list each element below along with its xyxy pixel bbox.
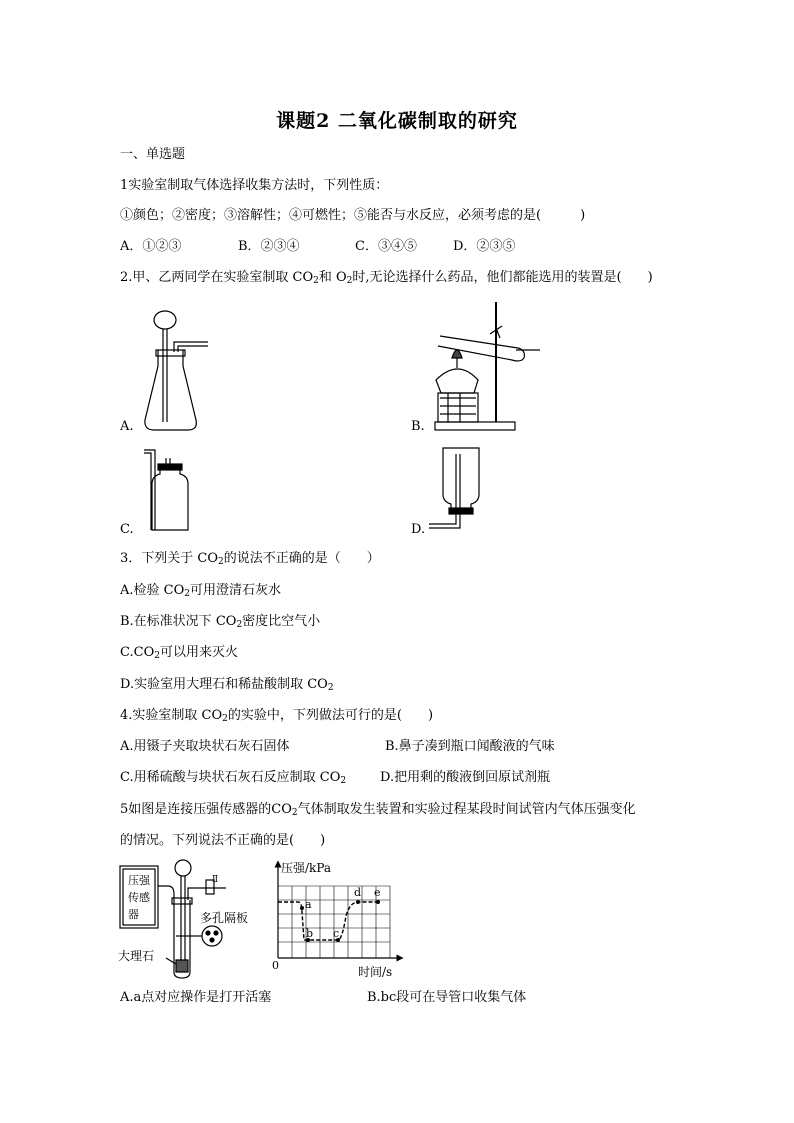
downward-air-collection-bottle-figure <box>425 444 495 536</box>
q2-option-c-label: C. <box>120 522 134 537</box>
subscript: 2 <box>340 776 347 786</box>
q2-option-d-label: D. <box>411 522 426 537</box>
q5-stem-part-2: 气体制取发生装置和实验过程某段时间试管内气体压强变化 <box>297 802 636 817</box>
sensor-label-line-2: 传感 <box>128 891 150 904</box>
point-a <box>300 906 304 910</box>
subscript: 2 <box>154 651 160 661</box>
q2-stem <box>120 270 653 286</box>
sensor-label-line-1: 压强 <box>128 874 150 887</box>
q3-option-a-part-1: A.检验 CO <box>120 583 185 598</box>
subscript: 2 <box>346 276 353 286</box>
point-b-label: b <box>306 927 314 940</box>
subscript: 2 <box>218 557 224 567</box>
q3-option-d <box>120 677 334 693</box>
q3-option-c-part-2: 可以用来灭火 <box>159 645 238 660</box>
q5-option-a: A.a点对应操作是打开活塞 <box>120 990 272 1005</box>
subscript: 2 <box>184 589 190 599</box>
q5-option-b: B.bc段可在导管口收集气体 <box>367 990 527 1005</box>
section-heading: 一、单选题 <box>120 147 186 162</box>
q4-stem-part-2: 的实验中，下列做法可行的是( ) <box>227 708 434 723</box>
q1-option-c: C．③④⑤ <box>355 239 417 254</box>
erlenmeyer-flask-apparatus-figure <box>138 302 218 438</box>
q1-stem: 1实验室制取气体选择收集方法时，下列性质： <box>120 178 389 193</box>
q5-stem-line-1 <box>120 802 636 818</box>
q5-stem-part-1: 5如图是连接压强传感器的CO <box>120 802 292 817</box>
q3-stem <box>120 551 380 567</box>
marble-label: 大理石 <box>118 949 155 963</box>
q1-option-a: A．①②③ <box>120 239 182 254</box>
q3-option-b-part-1: B.在标准状况下 CO <box>120 614 237 629</box>
subscript: 2 <box>291 808 298 818</box>
upward-air-collection-bottle-figure <box>140 444 200 536</box>
subscript: 2 <box>222 714 228 724</box>
pressure-curve <box>278 902 380 940</box>
point-c-label: c <box>333 927 340 940</box>
q2-option-b-label: B. <box>411 419 425 434</box>
test-tube-heating-apparatus-figure <box>430 298 546 434</box>
q4-option-a: A.用镊子夹取块状石灰石固体 <box>120 739 290 754</box>
point-d <box>356 900 360 904</box>
point-e <box>376 900 380 904</box>
subscript: 2 <box>313 276 319 286</box>
q1-option-d: D．②③⑤ <box>453 239 516 254</box>
point-e-label: e <box>374 886 381 899</box>
q2-stem-part-3: 时,无论选择什么药品，他们都能选用的装置是( ) <box>352 270 653 285</box>
q3-option-c-part-1: C.CO <box>120 645 155 660</box>
point-a-label: a <box>305 898 312 911</box>
x-axis-label: 时间/s <box>358 965 393 979</box>
q4-option-c <box>120 770 346 786</box>
q4-option-c-part-1: C.用稀硫酸与块状石灰石反应制取 CO <box>120 770 341 785</box>
q2-stem-part-2: 和 O <box>318 270 347 285</box>
q3-stem-part-2: 的说法不正确的是（ ） <box>223 551 380 566</box>
q3-option-a <box>120 583 281 599</box>
subscript: 2 <box>327 683 334 693</box>
pressure-time-graph <box>268 856 408 980</box>
q1-option-b: B．②③④ <box>238 239 300 254</box>
sensor-label-line-3: 器 <box>128 908 139 921</box>
q3-option-d-part-1: D.实验室用大理石和稀盐酸制取 CO <box>120 677 328 692</box>
origin-label: 0 <box>272 959 279 972</box>
y-axis-label: 压强/kPa <box>281 861 332 875</box>
porous-plate-label: 多孔隔板 <box>200 911 249 925</box>
q3-option-a-part-2: 可用澄清石灰水 <box>190 583 282 598</box>
q4-option-d: D.把用剩的酸液倒回原试剂瓶 <box>380 770 551 785</box>
page-title: 课题2 二氧化碳制取的研究 <box>276 110 518 132</box>
subscript: 2 <box>236 620 243 630</box>
q2-stem-part-1: 2.甲、乙两同学在实验室制取 CO <box>120 270 314 285</box>
point-d-label: d <box>354 886 362 899</box>
q4-stem <box>120 708 433 724</box>
q3-option-b <box>120 614 320 630</box>
q3-stem-part-1: 3．下列关于 CO <box>120 551 219 566</box>
valve-label: Ⅱ <box>212 875 219 885</box>
q3-option-b-part-2: 密度比空气小 <box>242 614 321 629</box>
q1-properties: ①颜色；②密度；③溶解性；④可燃性；⑤能否与水反应，必须考虑的是( ) <box>120 208 586 223</box>
q4-stem-part-1: 4.实验室制取 CO <box>120 708 223 723</box>
q2-option-a-label: A. <box>120 419 134 434</box>
pressure-sensor-apparatus-figure <box>116 856 266 980</box>
q3-option-c <box>120 645 238 661</box>
q5-stem-line-2: 的情况。下列说法不正确的是( ) <box>120 833 326 848</box>
q4-option-b: B.鼻子凑到瓶口闻酸液的气味 <box>385 739 555 754</box>
